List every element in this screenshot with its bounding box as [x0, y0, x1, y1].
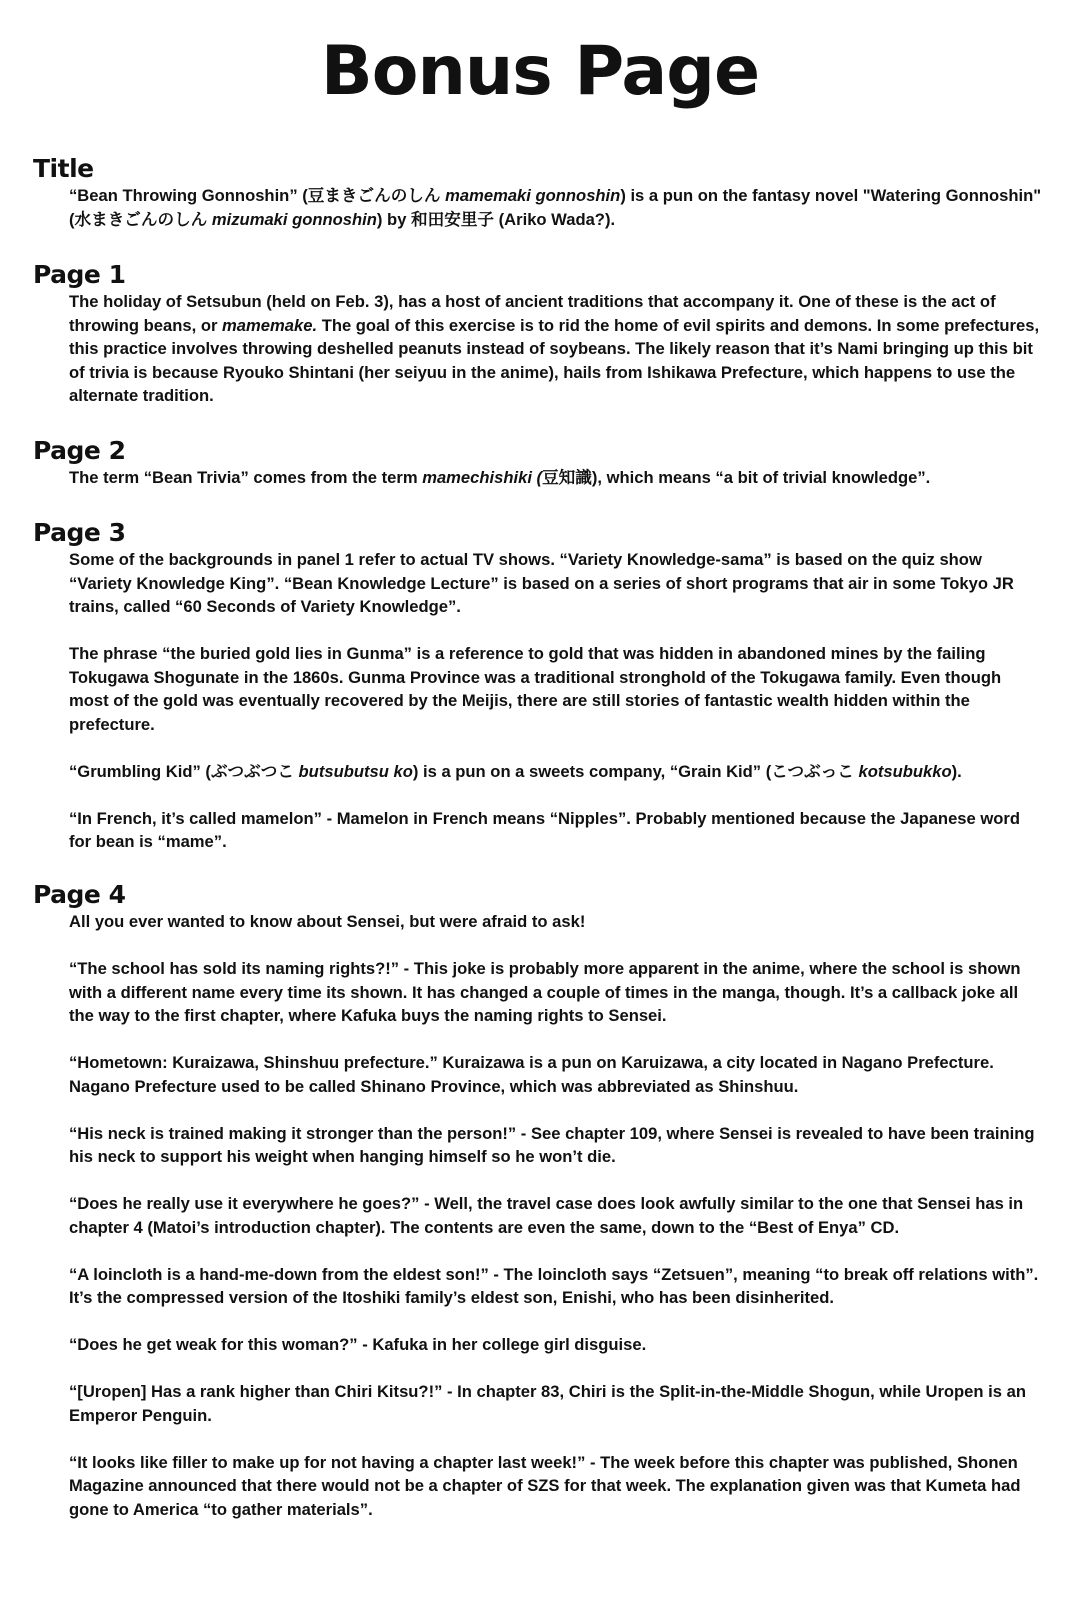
section-heading-title: Title [33, 154, 94, 183]
page-1-note-pre: The holiday of Setsubun (held on Feb. 3), has a host of ancient traditions that accompany it. One of these is the act of throwing beans, or [69, 292, 996, 335]
page-4-note-6: “A loincloth is a hand-me-down from the eldest son!” - The loincloth says “Zetsuen”, meaning “to break off relations with”. It’s the compressed version of the Itoshiki family’s eldest son, Enishi, who has been disinherited. [69, 1264, 1039, 1307]
page-3-note-3-mid: ) is a pun on a sweets company, “Grain Kid” (こつぶっこ [412, 761, 859, 781]
section-heading-page-4: Page 4 [33, 880, 126, 909]
page-3-note-3-romaji-2: kotsubukko [858, 761, 952, 781]
title-note-pre: “Bean Throwing Gonnoshin” (豆まきごんのしん [69, 186, 446, 205]
page-4-note-3: “Hometown: Kuraizawa, Shinshuu prefecture.” Kuraizawa is a pun on Karuizawa, a city located in Nagano Prefecture. Nagano Prefecture used to be called Shinano Province, which was abbreviated as Shinshuu. [69, 1053, 994, 1096]
section-page-2 [33, 436, 1043, 490]
title-note-romaji-2: mizumaki gonnoshin [211, 209, 377, 229]
page-2-note-pre: The term “Bean Trivia” comes from the term [69, 468, 423, 487]
page-title: Bonus Page [320, 32, 760, 111]
page-2-note-romaji: mamechishiki ( [422, 468, 543, 487]
page-3-note-3 [69, 760, 1043, 784]
page-3-note-2: The phrase “the buried gold lies in Gunma” is a reference to gold that was hidden in abandoned mines by the failing Tokugawa Shogunate in the 1860s. Gunma Province was a traditional stronghold of the Tokugawa family. Even though most of the gold was eventually recovered by the Meijis, there are still stories of fantastic wealth hidden within the prefecture. [69, 644, 1002, 734]
section-heading-page-3: Page 3 [33, 518, 126, 547]
page-4-note-9: “It looks like filler to make up for not having a chapter last week!” - The week before this chapter was published, Shonen Magazine announced that there would not be a chapter of SZS for that week. The explanation given was that Kumeta had gone to America “to gather materials”. [69, 1452, 1021, 1519]
title-note-romaji: mamemaki gonnoshin [445, 186, 621, 205]
section-page-1 [33, 260, 1043, 408]
page-4-note-4: “His neck is trained making it stronger than the person!” - See chapter 109, where Sensei is revealed to have been training his neck to support his weight when hanging himself so he won’t die. [69, 1123, 1035, 1166]
page-3-note-3-romaji: butsubutsu ko [298, 761, 413, 781]
page-3-note-3-pre: “Grumbling Kid” (ぶつぶつこ [69, 761, 299, 781]
page-1-note [69, 290, 1043, 408]
title-note [69, 184, 1043, 231]
page-4-note-2: “The school has sold its naming rights?!” - This joke is probably more apparent in the anime, where the school is shown with a different name every time its shown. It has changed a couple of times in the manga, though. It’s a callback joke all the way to the first chapter, where Kafuka buys the naming rights to Sensei. [69, 959, 1021, 1025]
page-2-note [69, 466, 1043, 490]
title-note-mid: ) is a pun on the fantasy novel "Watering Gonnoshin" (水まきごんのしん [69, 186, 1042, 229]
section-page-4 [33, 880, 1043, 1521]
section-heading-page-2: Page 2 [33, 436, 126, 465]
page-4-note-5: “Does he really use it everywhere he goes?” - Well, the travel case does look awfully similar to the one that Sensei has in chapter 4 (Matoi’s introduction chapter). The contents are even the same, down to the “Best of Enya” CD. [69, 1194, 1024, 1237]
page-1-note-post: The goal of this exercise is to rid the home of evil spirits and demons. In some prefectures, this practice involves throwing deshelled peanuts instead of soybeans. The likely reason that it’s Nami bringing up this bit of trivia is because Ryouko Shintani (her seiyuu in the anime), hails from Ishikawa Prefecture, which happens to use the alternate tradition. [69, 315, 1040, 405]
page-2-note-post: 豆知識), which means “a bit of trivial knowledge”. [542, 468, 931, 487]
page-3-note-3-post: ). [951, 761, 962, 781]
page-4-note-1: All you ever wanted to know about Sensei, but were afraid to ask! [69, 912, 586, 931]
page-4-note-7: “Does he get weak for this woman?” - Kafuka in her college girl disguise. [69, 1335, 647, 1354]
page-4-note-8: “[Uropen] Has a rank higher than Chiri Kitsu?!” - In chapter 83, Chiri is the Split-in-the-Middle Shogun, while Uropen is an Emperor Penguin. [69, 1382, 1026, 1425]
section-page-3 [33, 518, 1043, 854]
title-note-post: ) by 和田安里子 (Ariko Wada?). [376, 209, 616, 229]
page-1-note-romaji: mamemake. [222, 315, 318, 335]
page-3-note-1: Some of the backgrounds in panel 1 refer to actual TV shows. “Variety Knowledge-sama” is based on the quiz show “Variety Knowledge King”. “Bean Knowledge Lecture” is based on a series of short programs that air in some Tokyo JR trains, called “60 Seconds of Variety Knowledge”. [69, 550, 1014, 616]
page-3-note-4: “In French, it’s called mamelon” - Mamelon in French means “Nipples”. Probably mentioned because the Japanese word for bean is “mame”. [69, 808, 1020, 851]
section-title [33, 154, 1043, 231]
section-heading-page-1: Page 1 [33, 260, 126, 289]
